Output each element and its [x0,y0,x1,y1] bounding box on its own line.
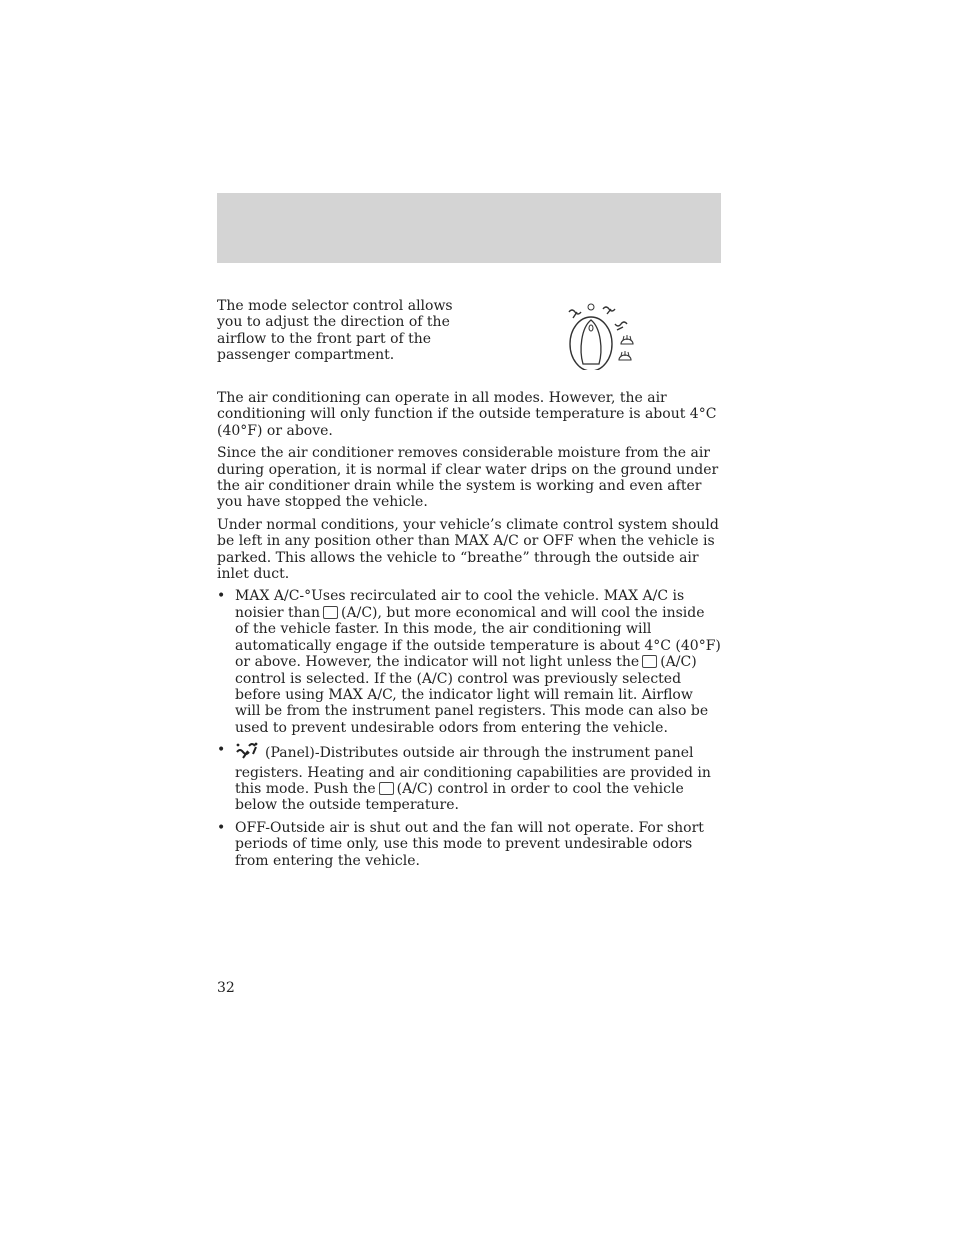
off-text: OFF-Outside air is shut out and the fan will not operate. For short periods of time only, use this mode to prevent undesirable odors from entering the vehicle. [235,819,704,869]
intro-row [217,298,721,370]
intro-text: The mode selector control allows you to adjust the direction of the airflow to the front part of the passenger compartment. [217,298,453,364]
content [217,298,721,875]
list-item-max-ac [217,588,721,736]
list-item-panel [217,742,721,814]
list-item-off [217,820,721,869]
panel-text-b: (A/C) control in order to cool the vehicle below the outside temperature. [235,780,684,814]
paragraph-normal-conditions: Under normal conditions, your vehicle’s climate control system should be left in any position other than MAX A/C or OFF when the vehicle is parked. This allows the vehicle to “breathe” through the outside air inlet duct. [217,516,719,583]
bullet-symbol: • [217,742,226,759]
max-ac-text-c: (A/C) control is selected. If the (A/C) control was previously selected before using MAX A/C, the indicator light will remain lit. Airflow will be from the instrument panel registers. This mode can also be used to prevent undesirable odors from entering the vehicle. [235,654,709,736]
ac-button-icon [379,782,394,795]
bullet-symbol: • [217,588,226,605]
ac-button-icon [323,606,338,619]
max-ac-text-a: MAX A/C-°Uses recirculated air to cool the vehicle. MAX A/C is noisier than [235,588,685,621]
bullet-symbol: • [217,819,226,836]
panel-vent-icon [235,742,259,764]
max-ac-text-b: (A/C), but more economical and will cool the inside of the vehicle faster. In this mode, the air conditioning will automatically engage if the outside temperature is about 4°C (40°F) or above. However, the indicator will not light unless the [235,604,721,671]
panel-text-a: (Panel)-Distributes outside air through the instrument panel registers. Heating and air conditioning capabilities are provided in this mode. Push the [235,745,711,797]
paragraph-ac-modes: The air conditioning can operate in all modes. However, the air conditioning will only function if the outside temperature is about 4°C (40°F) or above. [217,390,717,439]
ac-button-icon [642,655,657,668]
mode-selector-dial-icon [563,300,647,370]
header-band [217,193,721,263]
page-number: 32 [217,980,235,996]
paragraph-moisture: Since the air conditioner removes considerable moisture from the air during operation, it is normal if clear water drips on the ground under the air conditioner drain while the system is working and even after you have stopped the vehicle. [217,445,719,511]
mode-list [217,588,721,869]
